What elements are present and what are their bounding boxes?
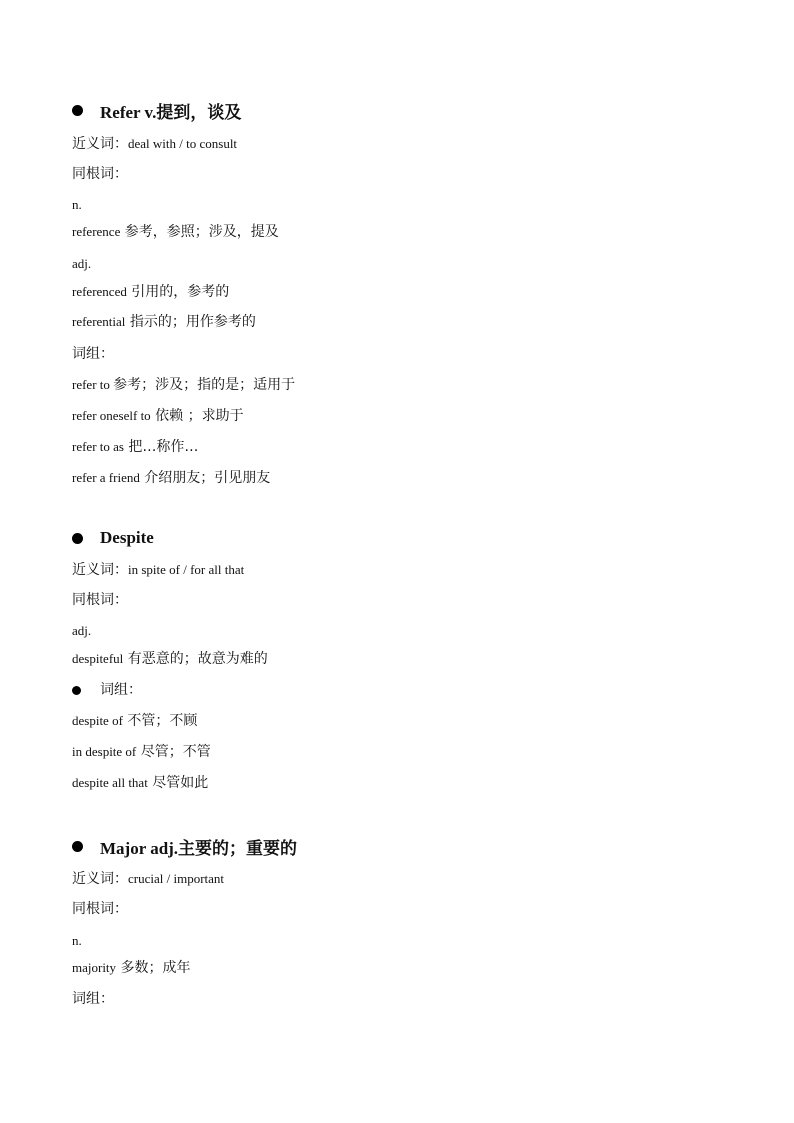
- phrase-text: refer oneself to: [72, 408, 151, 423]
- line-pos: [72, 196, 82, 215]
- heading-text: Major adj.主要的；重要的: [100, 839, 298, 858]
- label-text: 同根词：: [72, 592, 128, 608]
- label-text: 词组：: [72, 991, 114, 1007]
- line-phrases-label: [72, 345, 114, 364]
- section-heading-major: [72, 834, 297, 859]
- line-word: [72, 283, 229, 302]
- line-phrase: [72, 774, 208, 793]
- line-pos: [72, 622, 91, 641]
- bullet-icon: [72, 533, 83, 544]
- meaning-text: 依赖 ；求助于: [150, 408, 244, 424]
- meaning-text: 多数；成年: [116, 960, 191, 976]
- bullet-icon: [72, 686, 81, 695]
- word-text: despiteful: [72, 651, 124, 666]
- bullet-icon: [72, 105, 83, 116]
- line-phrase: [72, 469, 270, 488]
- meaning-text: 尽管如此: [147, 775, 209, 791]
- label-text: 词组：: [72, 346, 114, 362]
- meaning-text: 参考，参照；涉及，提及: [120, 224, 279, 240]
- line-phrase: [72, 712, 197, 731]
- label-text: 同根词：: [72, 901, 128, 917]
- line-cognates: [72, 165, 128, 184]
- line-pos: [72, 932, 82, 951]
- word-text: reference: [72, 224, 121, 239]
- line-cognates: [72, 900, 128, 919]
- pos-text: n.: [72, 933, 82, 948]
- line-phrase: [72, 743, 211, 762]
- heading-text: Despite: [100, 528, 154, 547]
- label-text: 近义词：: [72, 562, 128, 578]
- line-phrase: [72, 407, 244, 426]
- meaning-text: 不管；不顾: [122, 713, 198, 729]
- synonym-text: crucial / important: [128, 871, 225, 886]
- line-synonyms: [72, 561, 244, 580]
- word-text: referential: [72, 314, 126, 329]
- phrase-text: refer to: [72, 377, 114, 392]
- heading-text: Refer v.提到，谈及: [100, 103, 242, 122]
- pos-text: adj.: [72, 623, 92, 638]
- label-text: 词组：: [100, 682, 142, 698]
- phrase-text: despite of: [72, 713, 123, 728]
- synonym-text: in spite of / for all that: [128, 562, 245, 577]
- line-word: [72, 223, 279, 242]
- meaning-text: 有恶意的；故意为难的: [123, 651, 268, 667]
- section-heading-despite: [72, 528, 154, 548]
- section-heading-refer: [72, 98, 241, 123]
- line-phrases-label: [72, 990, 114, 1009]
- line-phrase: [72, 438, 198, 457]
- label-text: 同根词：: [72, 166, 128, 182]
- meaning-text: 把…称作…: [123, 439, 199, 455]
- pos-text: adj.: [72, 256, 92, 271]
- meaning-text: 介绍朋友；引见朋友: [139, 470, 271, 486]
- word-text: majority: [72, 960, 117, 975]
- meaning-text: 引用的，参考的: [126, 284, 230, 300]
- meaning-text: 指示的；用作参考的: [125, 314, 256, 330]
- meaning-text: 尽管；不管: [136, 744, 211, 760]
- line-word: [72, 313, 256, 332]
- line-synonyms: [72, 135, 237, 154]
- line-cognates: [72, 591, 128, 610]
- meaning-text: 参考；涉及；指的是；适用于: [113, 377, 296, 393]
- line-pos: [72, 255, 91, 274]
- line-phrase: [72, 376, 295, 395]
- phrase-text: refer to as: [72, 439, 124, 454]
- label-text: 近义词：: [72, 871, 128, 887]
- word-text: referenced: [72, 284, 127, 299]
- line-phrases-label: [72, 681, 142, 699]
- phrase-text: in despite of: [72, 744, 137, 759]
- phrase-text: despite all that: [72, 775, 148, 790]
- pos-text: n.: [72, 197, 82, 212]
- bullet-icon: [72, 841, 83, 852]
- line-word: [72, 959, 191, 978]
- synonym-text: deal with / to consult: [128, 136, 238, 151]
- line-word: [72, 650, 268, 669]
- line-synonyms: [72, 870, 224, 889]
- label-text: 近义词：: [72, 136, 128, 152]
- phrase-text: refer a friend: [72, 470, 140, 485]
